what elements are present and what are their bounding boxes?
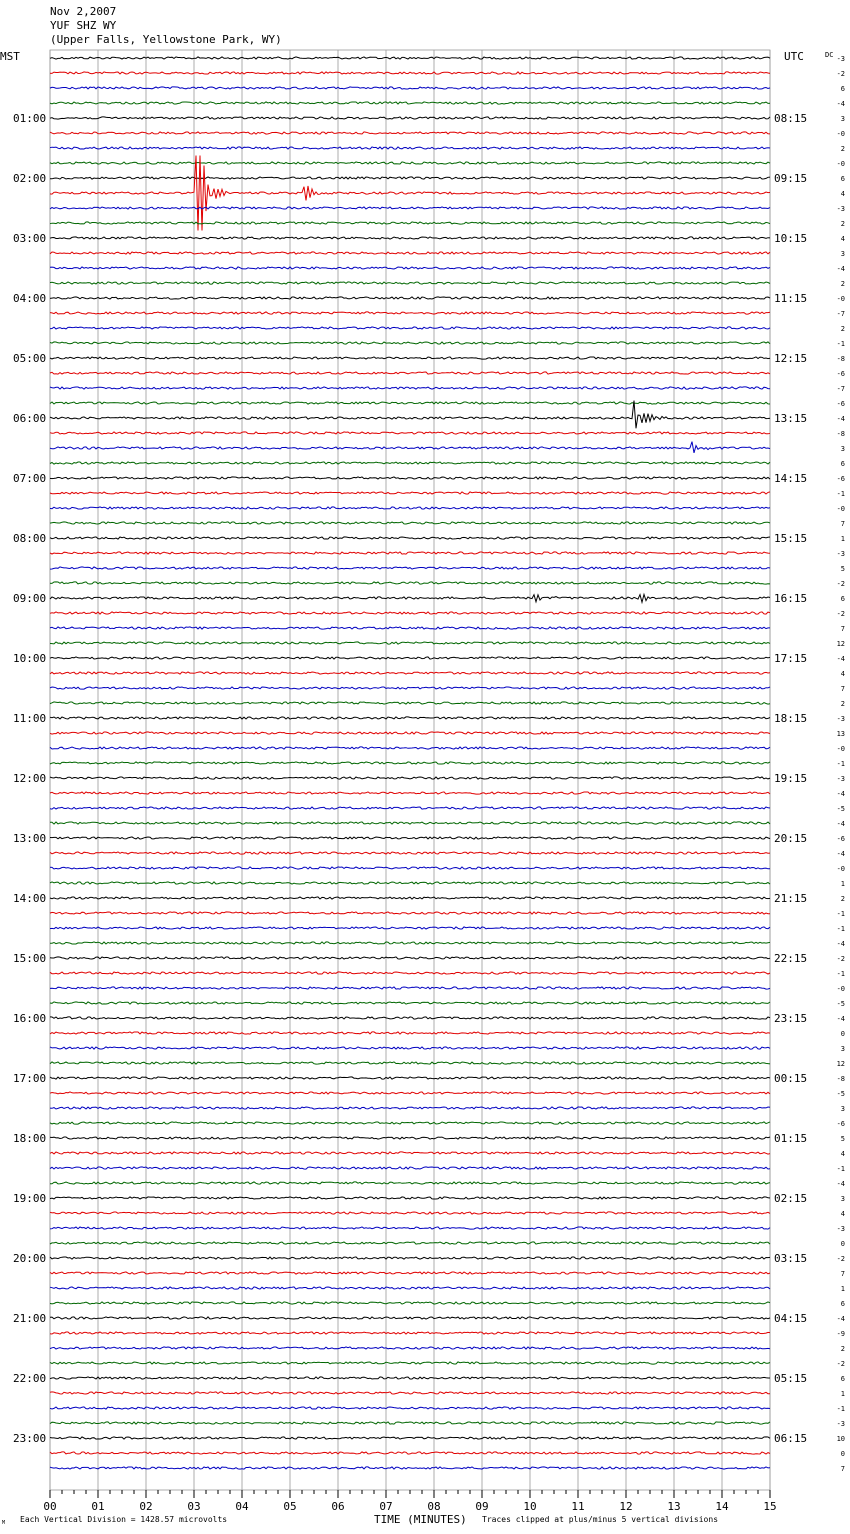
trace-line xyxy=(50,612,770,614)
dc-offset-label: -0 xyxy=(836,745,845,753)
trace-line xyxy=(50,1302,770,1304)
hour-label-mst: 18:00 xyxy=(13,1132,47,1145)
trace-line xyxy=(50,672,770,674)
hour-label-mst: 19:00 xyxy=(13,1192,47,1205)
dc-offset-label: 1 xyxy=(840,1390,845,1398)
trace-line xyxy=(50,807,770,809)
trace-line xyxy=(50,177,770,179)
dc-offset-label: -4 xyxy=(836,1315,845,1323)
trace-line xyxy=(50,1092,770,1094)
x-tick-label: 00 xyxy=(43,1500,57,1513)
dc-offset-label: -5 xyxy=(836,1000,845,1008)
dc-offset-label: 2 xyxy=(840,145,845,153)
trace-line xyxy=(50,912,770,914)
dc-offset-label: 5 xyxy=(840,1135,845,1143)
trace-line xyxy=(50,867,770,869)
dc-offset-label: 2 xyxy=(840,220,845,228)
dc-offset-label: -5 xyxy=(836,805,845,813)
hour-label-mst: 11:00 xyxy=(13,712,47,725)
dc-offset-label: -3 xyxy=(836,550,845,558)
left-timezone-label: MST xyxy=(0,50,20,63)
header-station: YUF SHZ WY xyxy=(50,19,117,32)
hour-label-mst: 13:00 xyxy=(13,832,47,845)
hour-label-utc: 19:15 xyxy=(774,772,808,785)
hour-label-mst: 22:00 xyxy=(13,1372,47,1385)
x-tick-label: 15 xyxy=(763,1500,777,1513)
x-tick-label: 12 xyxy=(619,1500,633,1513)
x-axis-title: TIME (MINUTES) xyxy=(374,1513,467,1526)
dc-offset-label: 10 xyxy=(836,1435,845,1443)
trace-line xyxy=(50,312,770,314)
hour-label-mst: 08:00 xyxy=(13,532,47,545)
trace-line xyxy=(50,702,770,704)
dc-offset-label: 1 xyxy=(840,535,845,543)
dc-offset-label: -4 xyxy=(836,820,845,828)
dc-offset-label: 2 xyxy=(840,895,845,903)
dc-offset-label: 2 xyxy=(840,700,845,708)
right-timezone-label: UTC xyxy=(784,50,804,63)
trace-line xyxy=(50,927,770,929)
trace-line xyxy=(50,1392,770,1394)
dc-offset-label: -1 xyxy=(836,910,845,918)
trace-line xyxy=(50,957,770,959)
dc-offset-label: -6 xyxy=(836,475,845,483)
x-tick-label: 09 xyxy=(475,1500,489,1513)
trace-line xyxy=(50,747,770,749)
x-tick-label: 05 xyxy=(283,1500,297,1513)
trace-line xyxy=(50,687,770,689)
dc-offset-label: 6 xyxy=(840,1300,845,1308)
trace-line xyxy=(50,1242,770,1244)
trace-line xyxy=(50,477,770,479)
dc-offset-label: -6 xyxy=(836,400,845,408)
trace-line xyxy=(50,1017,770,1019)
dc-offset-label: -4 xyxy=(836,415,845,423)
dc-offset-label: 7 xyxy=(840,520,845,528)
dc-offset-label: -3 xyxy=(836,205,845,213)
dc-offset-label: -1 xyxy=(836,1165,845,1173)
trace-line xyxy=(50,1422,770,1424)
trace-line xyxy=(50,837,770,839)
x-tick-label: 02 xyxy=(139,1500,153,1513)
dc-offset-label: 3 xyxy=(840,115,845,123)
trace-line xyxy=(50,1272,770,1274)
trace-line xyxy=(50,402,770,404)
trace-line xyxy=(50,156,770,231)
trace-line xyxy=(50,162,770,164)
hour-label-utc: 03:15 xyxy=(774,1252,808,1265)
trace-line xyxy=(50,222,770,224)
x-tick-label: 10 xyxy=(523,1500,537,1513)
dc-offset-label: 4 xyxy=(840,1210,845,1218)
hour-label-mst: 14:00 xyxy=(13,892,47,905)
dc-offset-label: -1 xyxy=(836,970,845,978)
hour-label-utc: 05:15 xyxy=(774,1372,808,1385)
dc-offset-label: 0 xyxy=(840,1030,845,1038)
dc-offset-label: 4 xyxy=(840,670,845,678)
trace-line xyxy=(50,1197,770,1199)
trace-line xyxy=(50,401,770,429)
trace-line xyxy=(50,297,770,299)
trace-line xyxy=(50,1137,770,1139)
dc-offset-label: -0 xyxy=(836,130,845,138)
trace-line xyxy=(50,717,770,719)
trace-line xyxy=(50,442,770,453)
trace-line xyxy=(50,372,770,374)
trace-line xyxy=(50,282,770,284)
trace-line xyxy=(50,1407,770,1409)
axis-labels xyxy=(13,55,845,1513)
clip-note: Traces clipped at plus/minus 5 vertical divisions xyxy=(482,1515,719,1524)
header-date: Nov 2,2007 xyxy=(50,5,117,18)
dc-offset-label: -0 xyxy=(836,985,845,993)
hour-label-utc: 01:15 xyxy=(774,1132,808,1145)
trace-line xyxy=(50,627,770,629)
trace-line xyxy=(50,432,770,434)
dc-offset-label: -2 xyxy=(836,70,845,78)
hour-label-utc: 18:15 xyxy=(774,712,808,725)
trace-line xyxy=(50,1287,770,1289)
trace-line xyxy=(50,342,770,344)
hour-label-utc: 04:15 xyxy=(774,1312,808,1325)
hour-label-mst: 10:00 xyxy=(13,652,47,665)
trace-line xyxy=(50,1452,770,1454)
dc-offset-label: 4 xyxy=(840,190,845,198)
dc-offset-label: -2 xyxy=(836,1360,845,1368)
dc-offset-label: -4 xyxy=(836,100,845,108)
dc-offset-label: 2 xyxy=(840,280,845,288)
x-tick-label: 07 xyxy=(379,1500,393,1513)
trace-line xyxy=(50,147,770,149)
trace-line xyxy=(50,642,770,644)
trace-line xyxy=(50,132,770,134)
dc-offset-label: -2 xyxy=(836,580,845,588)
trace-line xyxy=(50,1347,770,1349)
trace-line xyxy=(50,1152,770,1154)
dc-offset-label: -3 xyxy=(836,775,845,783)
hour-label-mst: 23:00 xyxy=(13,1432,47,1445)
trace-line xyxy=(50,972,770,974)
trace-line xyxy=(50,1377,770,1379)
dc-offset-label: -4 xyxy=(836,1180,845,1188)
trace-line xyxy=(50,237,770,239)
hour-label-utc: 22:15 xyxy=(774,952,808,965)
dc-offset-label: 1 xyxy=(840,1285,845,1293)
traces xyxy=(50,57,770,1469)
dc-offset-label: -9 xyxy=(836,1330,845,1338)
trace-line xyxy=(50,1122,770,1124)
dc-offset-label: 12 xyxy=(836,640,845,648)
trace-line xyxy=(50,87,770,89)
hour-label-mst: 15:00 xyxy=(13,952,47,965)
dc-offset-label: -0 xyxy=(836,160,845,168)
hour-label-mst: 06:00 xyxy=(13,412,47,425)
trace-line xyxy=(50,567,770,569)
trace-line xyxy=(50,657,770,659)
dc-offset-label: -3 xyxy=(836,55,845,63)
dc-offset-label: -8 xyxy=(836,430,845,438)
x-tick-label: 03 xyxy=(187,1500,201,1513)
trace-line xyxy=(50,102,770,104)
trace-line xyxy=(50,507,770,509)
trace-line xyxy=(50,1227,770,1229)
x-tick-label: 08 xyxy=(427,1500,441,1513)
dc-offset-label: 3 xyxy=(840,445,845,453)
hour-label-utc: 13:15 xyxy=(774,412,808,425)
corner-mark: M xyxy=(2,1520,6,1526)
dc-offset-label: -0 xyxy=(836,295,845,303)
dc-label: DC xyxy=(825,51,834,59)
trace-line xyxy=(50,882,770,884)
trace-line xyxy=(50,462,770,464)
trace-line xyxy=(50,207,770,209)
dc-offset-label: 7 xyxy=(840,1465,845,1473)
trace-line xyxy=(50,1062,770,1064)
trace-line xyxy=(50,57,770,59)
dc-offset-label: -3 xyxy=(836,1420,845,1428)
dc-offset-label: -0 xyxy=(836,505,845,513)
dc-offset-label: -5 xyxy=(836,1090,845,1098)
dc-offset-label: -2 xyxy=(836,610,845,618)
trace-line xyxy=(50,387,770,389)
trace-line xyxy=(50,1332,770,1334)
dc-offset-label: -8 xyxy=(836,1075,845,1083)
dc-offset-label: 6 xyxy=(840,175,845,183)
dc-offset-label: 3 xyxy=(840,1105,845,1113)
hour-label-mst: 12:00 xyxy=(13,772,47,785)
hour-label-utc: 20:15 xyxy=(774,832,808,845)
dc-offset-label: 6 xyxy=(840,460,845,468)
trace-line xyxy=(50,267,770,269)
trace-line xyxy=(50,1167,770,1169)
trace-line xyxy=(50,762,770,764)
dc-offset-label: -2 xyxy=(836,955,845,963)
dc-offset-label: 1 xyxy=(840,880,845,888)
dc-offset-label: -1 xyxy=(836,925,845,933)
dc-offset-label: 3 xyxy=(840,1195,845,1203)
trace-line xyxy=(50,1107,770,1109)
trace-line xyxy=(50,117,770,119)
dc-offset-label: -1 xyxy=(836,760,845,768)
dc-offset-label: 12 xyxy=(836,1060,845,1068)
dc-offset-label: -1 xyxy=(836,340,845,348)
dc-offset-label: 7 xyxy=(840,1270,845,1278)
hour-label-utc: 14:15 xyxy=(774,472,808,485)
trace-line xyxy=(50,537,770,539)
dc-offset-label: 2 xyxy=(840,1345,845,1353)
trace-line xyxy=(50,552,770,554)
dc-offset-label: -0 xyxy=(836,865,845,873)
hour-label-utc: 06:15 xyxy=(774,1432,808,1445)
dc-offset-label: 5 xyxy=(840,565,845,573)
x-tick-label: 04 xyxy=(235,1500,249,1513)
hour-label-utc: 02:15 xyxy=(774,1192,808,1205)
dc-offset-label: 3 xyxy=(840,250,845,258)
dc-offset-label: -1 xyxy=(836,1405,845,1413)
trace-line xyxy=(50,1032,770,1034)
trace-line xyxy=(50,594,770,602)
hour-label-mst: 17:00 xyxy=(13,1072,47,1085)
trace-line xyxy=(50,852,770,854)
hour-label-utc: 12:15 xyxy=(774,352,808,365)
trace-line xyxy=(50,1002,770,1004)
dc-offset-label: -4 xyxy=(836,655,845,663)
trace-line xyxy=(50,792,770,794)
hour-label-utc: 10:15 xyxy=(774,232,808,245)
dc-offset-label: -4 xyxy=(836,265,845,273)
dc-offset-label: 0 xyxy=(840,1240,845,1248)
dc-offset-label: -3 xyxy=(836,1225,845,1233)
trace-line xyxy=(50,822,770,824)
dc-offset-label: -6 xyxy=(836,1120,845,1128)
hour-label-mst: 04:00 xyxy=(13,292,47,305)
trace-line xyxy=(50,942,770,944)
trace-line xyxy=(50,1317,770,1319)
trace-line xyxy=(50,1047,770,1049)
hour-label-mst: 09:00 xyxy=(13,592,47,605)
dc-offset-label: 2 xyxy=(840,325,845,333)
dc-offset-label: 13 xyxy=(836,730,845,738)
dc-offset-label: 7 xyxy=(840,685,845,693)
hour-label-utc: 15:15 xyxy=(774,532,808,545)
dc-offset-label: 6 xyxy=(840,85,845,93)
x-tick-label: 13 xyxy=(667,1500,681,1513)
trace-line xyxy=(50,1362,770,1364)
trace-line xyxy=(50,522,770,524)
dc-offset-label: 6 xyxy=(840,595,845,603)
trace-line xyxy=(50,252,770,254)
trace-line xyxy=(50,1182,770,1184)
hour-label-mst: 20:00 xyxy=(13,1252,47,1265)
dc-offset-label: -7 xyxy=(836,385,845,393)
dc-offset-label: 7 xyxy=(840,625,845,633)
dc-offset-label: 3 xyxy=(840,1045,845,1053)
trace-line xyxy=(50,492,770,494)
trace-line xyxy=(50,1467,770,1469)
hour-label-utc: 09:15 xyxy=(774,172,808,185)
hour-label-utc: 17:15 xyxy=(774,652,808,665)
dc-offset-label: -3 xyxy=(836,715,845,723)
x-tick-label: 14 xyxy=(715,1500,729,1513)
dc-offset-label: -6 xyxy=(836,370,845,378)
dc-offset-label: 4 xyxy=(840,1150,845,1158)
dc-offset-label: 0 xyxy=(840,1450,845,1458)
hour-label-utc: 16:15 xyxy=(774,592,808,605)
hour-label-utc: 00:15 xyxy=(774,1072,808,1085)
trace-line xyxy=(50,987,770,989)
trace-line xyxy=(50,357,770,359)
trace-line xyxy=(50,72,770,74)
header-location: (Upper Falls, Yellowstone Park, WY) xyxy=(50,33,282,46)
hour-label-mst: 01:00 xyxy=(13,112,47,125)
x-tick-label: 11 xyxy=(571,1500,585,1513)
trace-line xyxy=(50,327,770,329)
trace-line xyxy=(50,1212,770,1214)
trace-line xyxy=(50,897,770,899)
hour-label-utc: 23:15 xyxy=(774,1012,808,1025)
dc-offset-label: -4 xyxy=(836,940,845,948)
trace-line xyxy=(50,1257,770,1259)
dc-offset-label: 4 xyxy=(840,235,845,243)
dc-offset-label: -2 xyxy=(836,1255,845,1263)
dc-offset-label: 6 xyxy=(840,1375,845,1383)
x-tick-label: 01 xyxy=(91,1500,105,1513)
dc-offset-label: -4 xyxy=(836,850,845,858)
x-tick-label: 06 xyxy=(331,1500,345,1513)
hour-label-mst: 07:00 xyxy=(13,472,47,485)
trace-line xyxy=(50,777,770,779)
trace-line xyxy=(50,732,770,734)
dc-offset-label: -8 xyxy=(836,355,845,363)
trace-line xyxy=(50,1437,770,1439)
hour-label-mst: 02:00 xyxy=(13,172,47,185)
hour-label-mst: 03:00 xyxy=(13,232,47,245)
hour-label-utc: 11:15 xyxy=(774,292,808,305)
dc-offset-label: -6 xyxy=(836,835,845,843)
hour-label-utc: 08:15 xyxy=(774,112,808,125)
hour-label-mst: 05:00 xyxy=(13,352,47,365)
dc-offset-label: -4 xyxy=(836,1015,845,1023)
scale-note: Each Vertical Division = 1428.57 microvolts xyxy=(20,1515,228,1524)
hour-label-mst: 21:00 xyxy=(13,1312,47,1325)
trace-line xyxy=(50,582,770,584)
dc-offset-label: -7 xyxy=(836,310,845,318)
dc-offset-label: -1 xyxy=(836,490,845,498)
hour-label-utc: 21:15 xyxy=(774,892,808,905)
trace-line xyxy=(50,1077,770,1079)
dc-offset-label: -4 xyxy=(836,790,845,798)
hour-label-mst: 16:00 xyxy=(13,1012,47,1025)
